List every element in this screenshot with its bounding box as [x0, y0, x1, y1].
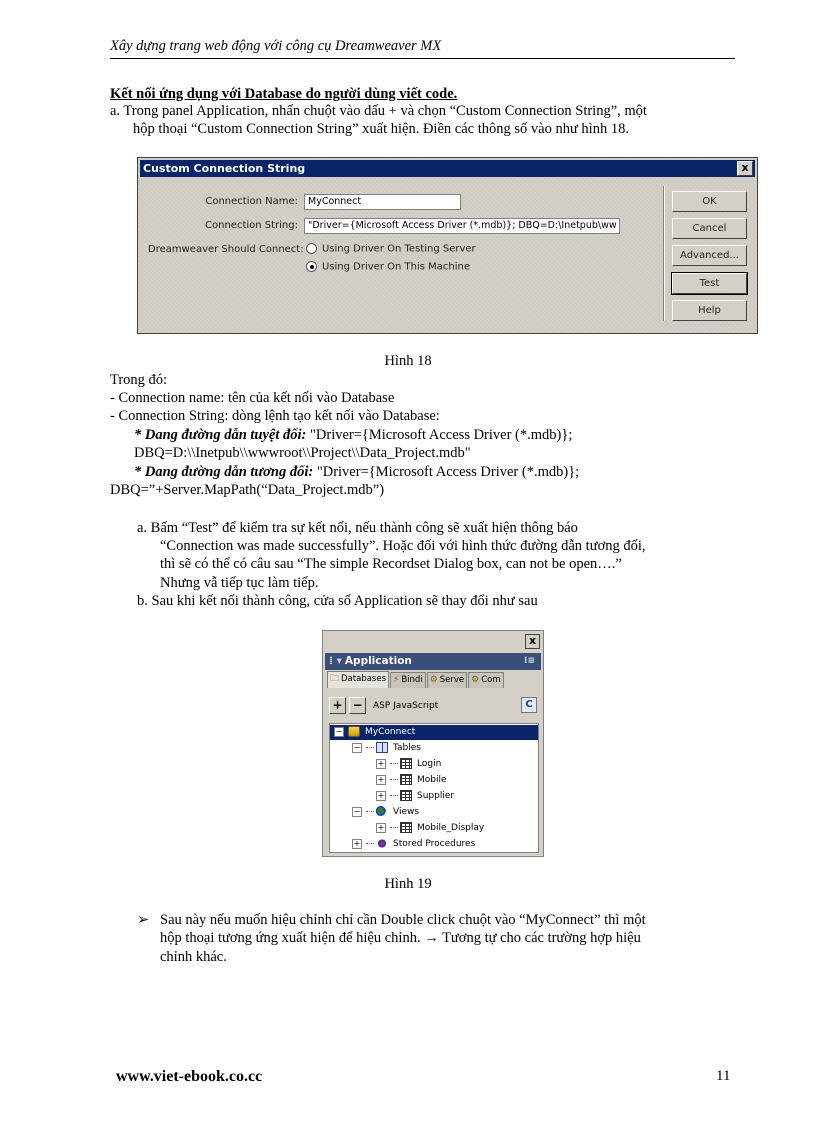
- panel-menu-icon[interactable]: ⁝≡: [524, 656, 535, 666]
- collapse-icon[interactable]: −: [353, 742, 361, 752]
- view-icon: [400, 822, 412, 833]
- expand-icon[interactable]: +: [377, 774, 385, 784]
- application-panel: [322, 630, 544, 857]
- figure-19-caption: Hình 19: [384, 876, 432, 892]
- note-line3: chỉnh khác.: [160, 949, 227, 965]
- note-arrow-icon: ➢: [137, 912, 150, 928]
- section-title: Kết nối ứng dụng với Database do người dùng viết code.: [110, 86, 458, 102]
- dialog-title: Custom Connection String: [143, 162, 306, 175]
- radio-off-icon[interactable]: [306, 243, 317, 254]
- server-behaviors-icon: ⚙: [429, 675, 438, 685]
- connection-string-label: Connection String:: [205, 220, 298, 231]
- trong-do: Trong đó:: [110, 372, 168, 388]
- advanced-button[interactable]: Advanced...: [672, 245, 747, 266]
- radio-on-icon[interactable]: [306, 261, 317, 272]
- footer-website: www.viet-ebook.co.cc: [116, 1068, 263, 1085]
- absolute-path-value: "Driver={Microsoft Access Driver (*.mdb)};: [306, 427, 573, 443]
- tab-components[interactable]: ⚙ Com: [468, 672, 504, 688]
- radio-testing-label: Using Driver On Testing Server: [322, 243, 476, 255]
- stored-procedures-icon: [376, 838, 388, 849]
- bullet-connection-string: - Connection String: dòng lệnh tạo kết nối vào Database:: [110, 408, 440, 424]
- collapse-icon[interactable]: −: [335, 726, 343, 736]
- collapse-icon[interactable]: −: [353, 806, 361, 816]
- database-tree: [329, 723, 539, 853]
- radio-testing-server[interactable]: [306, 243, 476, 255]
- table-icon: [400, 790, 412, 801]
- tab-server-behaviors[interactable]: ⚙ Serve: [427, 672, 467, 688]
- tree-node-views[interactable]: − Views: [353, 806, 420, 817]
- item-a-line2: “Connection was made successfully”. Hoặc đối với hình thức đường dẫn tương đối,: [160, 538, 646, 554]
- tables-icon: [376, 742, 388, 753]
- absolute-path-label: * Dang đường dẫn tuyệt đối:: [134, 427, 307, 443]
- item-a-line3: thì sẽ có thể có câu sau “The simple Recordset Dialog box, can not be open….”: [160, 556, 622, 572]
- components-icon: ⚙: [471, 675, 480, 685]
- note-line1: Sau này nếu muốn hiệu chỉnh chỉ cần Double click chuột vào “MyConnect” thì một: [160, 912, 646, 928]
- dialog-titlebar: [140, 160, 755, 177]
- connection-name-input[interactable]: MyConnect: [304, 194, 461, 210]
- relative-path-value: "Driver={Microsoft Access Driver (*.mdb)};: [313, 464, 580, 480]
- document-type: ASP JavaScript: [373, 700, 439, 711]
- page-number: 11: [716, 1068, 731, 1084]
- connection-name-label: Connection Name:: [205, 196, 298, 207]
- note-line2: hộp thoại tương ứng xuất hiện để hiệu chỉnh. → Tương tự cho các trường hợp hiệu: [160, 930, 641, 946]
- tree-node-mobile-display[interactable]: + Mobile_Display: [377, 822, 485, 833]
- step-a-line1: a. Trong panel Application, nhấn chuột vào dấu + và chọn “Custom Connection String”, một: [110, 103, 647, 119]
- expand-icon[interactable]: +: [377, 822, 385, 832]
- radio-machine-label: Using Driver On This Machine: [322, 261, 470, 273]
- absolute-path-line: [134, 427, 572, 444]
- absolute-path-line2: DBQ=D:\\Inetpub\\wwwroot\\Project\\Data_Project.mdb": [134, 445, 471, 461]
- table-icon: [400, 774, 412, 785]
- bindings-icon: ⚡: [393, 675, 400, 685]
- step-a-line2: hộp thoại “Custom Connection String” xuất hiện. Điền các thông số vào như hình 18.: [133, 121, 629, 137]
- item-a-line1: a. Bấm “Test” để kiểm tra sự kết nối, nếu thành công sẽ xuất hiện thông báo: [137, 520, 578, 536]
- bullet-connection-name: - Connection name: tên của kết nối vào Database: [110, 390, 395, 406]
- tree-node-login[interactable]: + Login: [377, 758, 442, 769]
- help-button[interactable]: Help: [672, 300, 747, 321]
- custom-connection-dialog: [137, 157, 758, 334]
- relative-path-line: [134, 464, 579, 481]
- item-a-line4: Nhưng vẫ tiếp tục làm tiếp.: [160, 575, 319, 591]
- expand-icon[interactable]: +: [353, 838, 361, 848]
- tree-node-myconnect[interactable]: − MyConnect: [330, 725, 539, 740]
- panel-tabs: [327, 671, 505, 687]
- ok-button[interactable]: OK: [672, 191, 747, 212]
- expand-icon[interactable]: +: [377, 758, 385, 768]
- grip-icon[interactable]: ⁞ ▾: [329, 655, 342, 667]
- tree-node-supplier[interactable]: + Supplier: [377, 790, 455, 801]
- connection-string-input[interactable]: "Driver={Microsoft Access Driver (*.mdb)}; DBQ=D:\Inetpub\ww: [304, 218, 620, 234]
- test-button[interactable]: Test: [672, 273, 747, 294]
- panel-toolbar: [329, 697, 438, 714]
- expand-icon[interactable]: +: [377, 790, 385, 800]
- relative-path-line2: DBQ=”+Server.MapPath(“Data_Project.mdb”): [110, 482, 385, 498]
- remove-button[interactable]: −: [349, 697, 366, 714]
- database-icon: [348, 726, 360, 737]
- header-rule: [110, 58, 735, 59]
- table-icon: [400, 758, 412, 769]
- tree-node-tables[interactable]: − Tables: [353, 742, 421, 753]
- close-icon[interactable]: x: [737, 161, 753, 176]
- cancel-button[interactable]: Cancel: [672, 218, 747, 239]
- dialog-separator: [663, 186, 665, 321]
- tree-node-stored-procedures[interactable]: + Stored Procedures: [353, 838, 476, 849]
- refresh-icon[interactable]: C: [521, 697, 537, 713]
- tab-bindings[interactable]: ⚡ Bindi: [390, 672, 426, 688]
- close-icon[interactable]: x: [525, 634, 540, 649]
- tree-node-mobile[interactable]: + Mobile: [377, 774, 447, 785]
- relative-path-label: * Dang đường dẫn tương đối:: [134, 464, 314, 480]
- figure-18-caption: Hình 18: [384, 353, 432, 369]
- item-b: b. Sau khi kết nối thành công, cửa sổ Application sẽ thay đổi như sau: [137, 593, 538, 609]
- radio-this-machine[interactable]: [306, 261, 470, 273]
- panel-header[interactable]: [325, 653, 541, 670]
- tab-databases[interactable]: 🗀 Databases: [327, 671, 389, 688]
- panel-title: Application: [344, 655, 412, 667]
- views-icon: [376, 806, 388, 817]
- running-header: Xây dựng trang web động với công cụ Dreamweaver MX: [110, 38, 442, 54]
- add-button[interactable]: +: [329, 697, 346, 714]
- database-icon: 🗀: [330, 674, 340, 684]
- dreamweaver-connect-label: Dreamweaver Should Connect:: [148, 244, 304, 255]
